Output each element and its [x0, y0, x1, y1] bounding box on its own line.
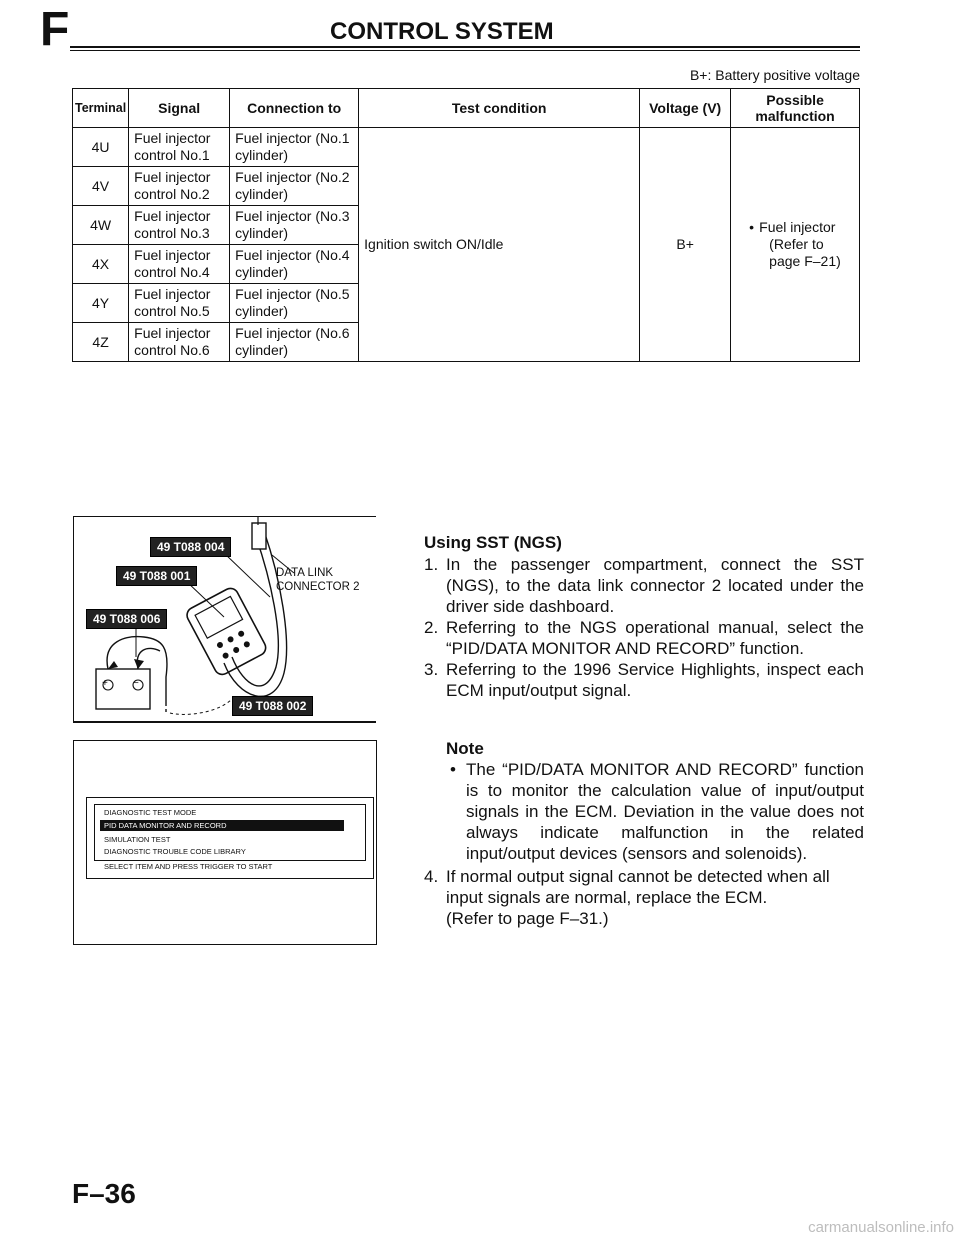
- step-text: In the passenger compartment, connect the SST (NGS), to the data link connector 2 located under the driver side dashboard.: [446, 555, 864, 616]
- ngs-screen-footer: SELECT ITEM AND PRESS TRIGGER TO START: [104, 862, 273, 871]
- page-number: F–36: [72, 1178, 136, 1209]
- procedure-heading: Using SST (NGS): [424, 533, 562, 552]
- step-number: 2.: [424, 618, 439, 637]
- malfunction-list: [749, 219, 841, 270]
- procedure-step: [424, 659, 864, 701]
- page-title: CONTROL SYSTEM: [330, 18, 554, 45]
- cell-connection: Fuel injector (No.2 cylinder): [230, 167, 359, 206]
- procedure-step: [424, 554, 864, 617]
- cell-terminal: 4Y: [73, 284, 129, 323]
- malfunction-item-label: Fuel injector: [759, 219, 836, 235]
- battery-minus-symbol: −: [133, 678, 139, 689]
- battery-icon: [96, 669, 150, 709]
- cell-terminal: 4Z: [73, 323, 129, 362]
- ngs-menu-item-selected: PID DATA MONITOR AND RECORD: [100, 820, 344, 831]
- cell-connection: Fuel injector (No.3 cylinder): [230, 206, 359, 245]
- step-text: If normal output signal cannot be detected when all input signals are normal, replace the ECM.: [446, 867, 830, 907]
- ngs-menu-item: DIAGNOSTIC TEST MODE: [104, 808, 197, 817]
- tag-49-t088-004: 49 T088 004: [150, 537, 231, 557]
- header-rule-thin: [70, 50, 860, 51]
- legend-note: B+: Battery positive voltage: [689, 67, 860, 83]
- ngs-menu-item: DIAGNOSTIC TROUBLE CODE LIBRARY: [104, 847, 246, 856]
- dlc-label-line1: DATA LINK: [276, 567, 334, 579]
- data-link-connector-icon: [252, 523, 266, 549]
- header-rule: [70, 46, 860, 48]
- procedure-step: [424, 617, 864, 659]
- col-header-terminal: Terminal: [73, 89, 129, 128]
- ngs-tester-icon: [184, 586, 268, 678]
- cell-voltage: B+: [640, 128, 731, 362]
- dlc-label: [276, 566, 360, 594]
- step-number: 3.: [424, 660, 439, 679]
- cell-terminal: 4X: [73, 245, 129, 284]
- col-header-voltage: Voltage (V): [640, 89, 731, 128]
- battery-plus-symbol: +: [102, 678, 108, 689]
- note-section: [446, 738, 864, 864]
- cell-terminal: 4U: [73, 128, 129, 167]
- procedure-section: [424, 532, 864, 701]
- cell-signal: Fuel injector control No.3: [129, 206, 230, 245]
- cell-terminal: 4V: [73, 167, 129, 206]
- cell-connection: Fuel injector (No.4 cylinder): [230, 245, 359, 284]
- cell-signal: Fuel injector control No.4: [129, 245, 230, 284]
- watermark: carmanualsonline.info: [808, 1219, 954, 1236]
- col-header-test-condition: Test condition: [359, 89, 640, 128]
- cell-signal: Fuel injector control No.6: [129, 323, 230, 362]
- col-header-signal: Signal: [129, 89, 230, 128]
- cell-signal: Fuel injector control No.2: [129, 167, 230, 206]
- table-row: [73, 128, 860, 167]
- cell-signal: Fuel injector control No.1: [129, 128, 230, 167]
- step-text: Referring to the 1996 Service Highlights, inspect each ECM input/output signal.: [446, 660, 864, 700]
- section-letter: F: [40, 3, 70, 56]
- note-heading: Note: [446, 739, 484, 758]
- dlc-label-line2: CONNECTOR 2: [276, 581, 360, 593]
- ngs-menu-item: SIMULATION TEST: [104, 835, 171, 844]
- malfunction-item: [749, 219, 841, 270]
- cell-terminal: 4W: [73, 206, 129, 245]
- step-number: 1.: [424, 555, 439, 574]
- cell-connection: Fuel injector (No.6 cylinder): [230, 323, 359, 362]
- col-header-connection: Connection to: [230, 89, 359, 128]
- terminal-voltage-table: [72, 88, 860, 362]
- note-item: • The “PID/DATA MONITOR AND RECORD” function is to monitor the calculation value of input/output signals in the ECM. Deviation in the value does not always indicate malfunction in the related input/output devices (sensors and solenoids).: [446, 759, 864, 864]
- step-number: 4.: [424, 867, 439, 886]
- cell-connection: Fuel injector (No.1 cylinder): [230, 128, 359, 167]
- cell-malfunction: [731, 128, 860, 362]
- table-header-row: [73, 89, 860, 128]
- procedure-steps: [424, 554, 864, 701]
- tag-49-t088-006: 49 T088 006: [86, 609, 167, 629]
- cell-signal: Fuel injector control No.5: [129, 284, 230, 323]
- cell-connection: Fuel injector (No.5 cylinder): [230, 284, 359, 323]
- note-list: [446, 759, 864, 864]
- tag-49-t088-001: 49 T088 001: [116, 566, 197, 586]
- step-page-ref: (Refer to page F–31.): [446, 909, 609, 928]
- col-header-malfunction: Possible malfunction: [731, 89, 860, 128]
- malfunction-page-ref: (Refer to page F–21): [769, 236, 841, 269]
- cell-test-condition: Ignition switch ON/Idle: [359, 128, 640, 362]
- procedure-step-4: [424, 866, 864, 929]
- tag-49-t088-002: 49 T088 002: [232, 696, 313, 716]
- step-text: Referring to the NGS operational manual, select the “PID/DATA MONITOR AND RECORD” function.: [446, 618, 864, 658]
